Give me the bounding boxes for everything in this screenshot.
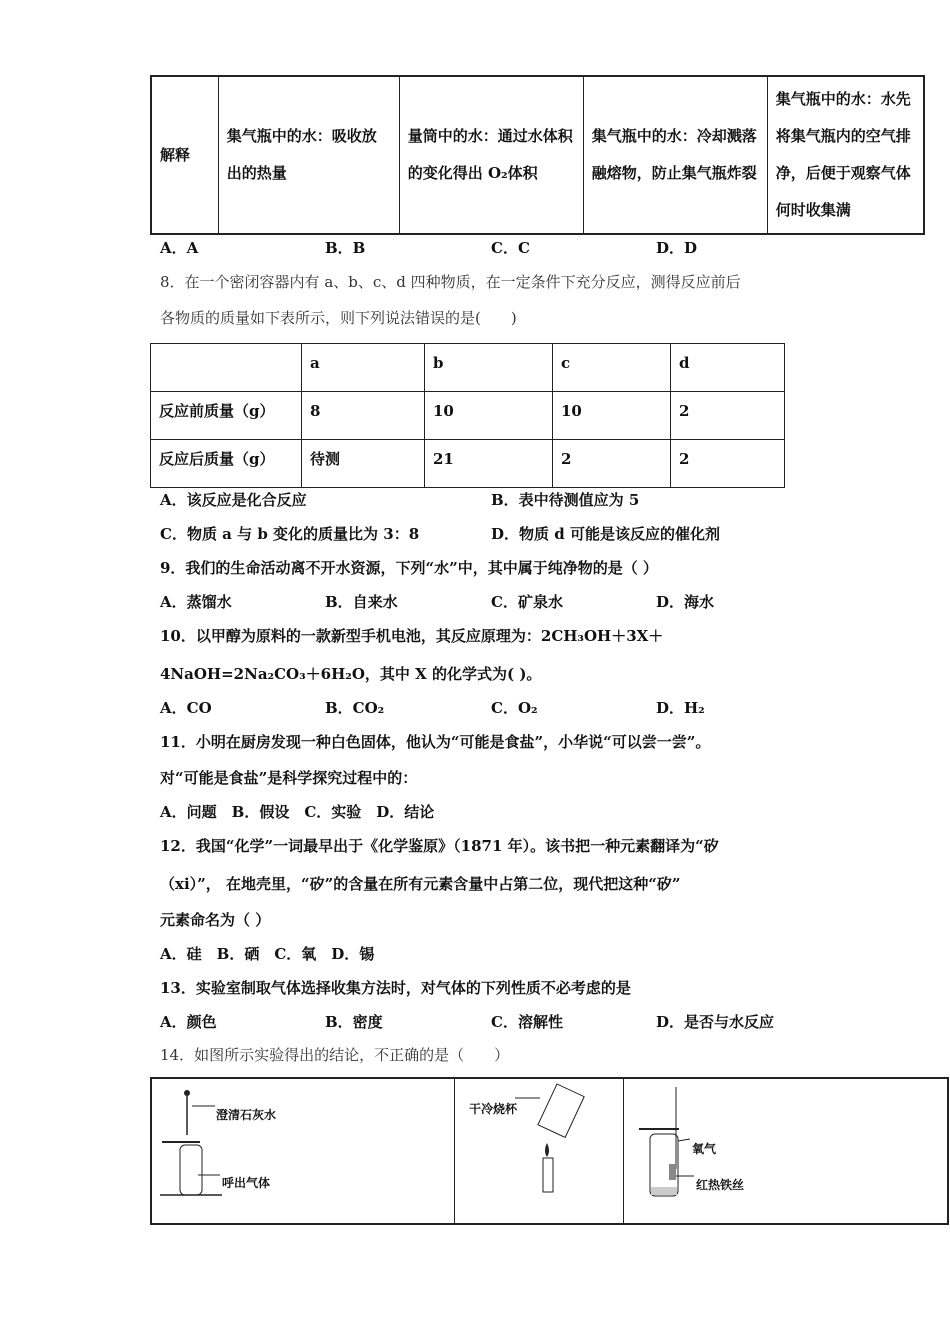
label-oxygen: 氧气 (692, 1142, 717, 1156)
q13-option-a[interactable]: A．颜色 (160, 1013, 217, 1031)
table-cell: 待测 (302, 440, 425, 488)
q10-option-b[interactable]: B．CO₂ (325, 699, 385, 717)
table-cell: 反应后质量（g） (151, 440, 302, 488)
q9-option-d[interactable]: D．海水 (656, 593, 715, 611)
q9-option-a[interactable]: A．蒸馏水 (160, 593, 232, 611)
header-cell (151, 344, 302, 392)
cell-c: 集气瓶中的水：冷却溅落融熔物，防止集气瓶炸裂 (583, 76, 767, 234)
table-cell: 2 (671, 392, 785, 440)
q9-option-c[interactable]: C．矿泉水 (491, 593, 563, 611)
label-dry-cold-beaker: 干冷烧杯 (469, 1102, 518, 1116)
table-cell: 2 (671, 440, 785, 488)
q12-stem-3: 元素命名为（ ） (160, 911, 271, 929)
table-row (151, 392, 785, 440)
table-cell: 10 (553, 392, 671, 440)
figure-iron-wire (624, 1078, 949, 1224)
table-cell: 2 (553, 440, 671, 488)
label-red-hot-iron-wire: 红热铁丝 (696, 1178, 745, 1192)
q11-stem-2: 对“可能是食盐”是科学探究过程中的： (160, 769, 418, 787)
header-cell: a (302, 344, 425, 392)
q8-mass-table (150, 343, 785, 488)
figure-candle-beaker (455, 1078, 624, 1224)
cell-a: 集气瓶中的水：吸收放出的热量 (218, 76, 399, 234)
q10-stem-1: 10．以甲醇为原料的一款新型手机电池，其反应原理为：2CH₃OH＋3X＋ (160, 627, 664, 645)
q8-option-d[interactable]: D．物质 d 可能是该反应的催化剂 (491, 525, 720, 543)
label-exhaled-gas: 呼出气体 (222, 1176, 271, 1190)
q8-option-b[interactable]: B．表中待测值应为 5 (491, 491, 640, 509)
q13-option-c[interactable]: C．溶解性 (491, 1013, 563, 1031)
q9-stem: 9．我们的生命活动离不开水资源，下列“水”中，其中属于纯净物的是（ ） (160, 559, 658, 577)
q10-option-d[interactable]: D．H₂ (656, 699, 705, 717)
q10-option-c[interactable]: C．O₂ (491, 699, 538, 717)
row-label: 解释 (151, 76, 218, 234)
q14-stem: 14．如图所示实验得出的结论，不正确的是（ ） (160, 1046, 510, 1064)
table-cell: 21 (425, 440, 553, 488)
header-cell: b (425, 344, 553, 392)
q7-option-d[interactable]: D．D (656, 239, 698, 257)
q8-option-c[interactable]: C．物质 a 与 b 变化的质量比为 3：8 (160, 525, 420, 543)
q13-option-d[interactable]: D．是否与水反应 (656, 1013, 775, 1031)
header-cell: c (553, 344, 671, 392)
q8-stem-2: 各物质的质量如下表所示，则下列说法错误的是( ) (160, 309, 517, 327)
table-header-row (151, 344, 785, 392)
q12-options[interactable]: A．硅 B．硒 C．氧 D．锡 (160, 945, 375, 963)
cell-b: 量筒中的水：通过水体积的变化得出 O₂体积 (399, 76, 583, 234)
q13-stem: 13．实验室制取气体选择收集方法时，对气体的下列性质不必考虑的是 (160, 979, 631, 997)
q7-explanation-table (150, 75, 925, 235)
q11-stem-1: 11．小明在厨房发现一种白色固体，他认为“可能是食盐”，小华说“可以尝一尝”。 (160, 733, 711, 751)
label-limewater: 澄清石灰水 (216, 1108, 277, 1122)
header-cell: d (671, 344, 785, 392)
q13-option-b[interactable]: B．密度 (325, 1013, 383, 1031)
table-row (151, 440, 785, 488)
q11-options[interactable]: A．问题 B．假设 C．实验 D．结论 (160, 803, 435, 821)
q10-option-a[interactable]: A．CO (160, 699, 212, 717)
figure-limewater (151, 1078, 455, 1224)
q14-figure-table (150, 1077, 949, 1225)
q12-stem-1: 12．我国“化学”一词最早出于《化学鉴原》（1871 年）。该书把一种元素翻译为“矽 (160, 837, 719, 855)
q7-option-a[interactable]: A．A (160, 239, 199, 257)
q7-option-c[interactable]: C．C (491, 239, 530, 257)
table-cell: 8 (302, 392, 425, 440)
table-cell: 10 (425, 392, 553, 440)
q8-option-a[interactable]: A．该反应是化合反应 (160, 491, 307, 509)
q8-stem-1: 8．在一个密闭容器内有 a、b、c、d 四种物质，在一定条件下充分反应，测得反应前后 (160, 273, 741, 291)
cell-d: 集气瓶中的水：水先将集气瓶内的空气排净，后便于观察气体何时收集满 (767, 76, 924, 234)
q10-stem-2: 4NaOH=2Na₂CO₃＋6H₂O，其中 X 的化学式为( )。 (160, 665, 542, 683)
table-cell: 反应前质量（g） (151, 392, 302, 440)
q7-option-b[interactable]: B．B (325, 239, 366, 257)
q9-option-b[interactable]: B．自来水 (325, 593, 398, 611)
q12-stem-2: （xi）”， 在地壳里，“矽”的含量在所有元素含量中占第二位，现代把这种“矽” (160, 875, 681, 893)
candle-beaker-icon (515, 1083, 595, 1198)
